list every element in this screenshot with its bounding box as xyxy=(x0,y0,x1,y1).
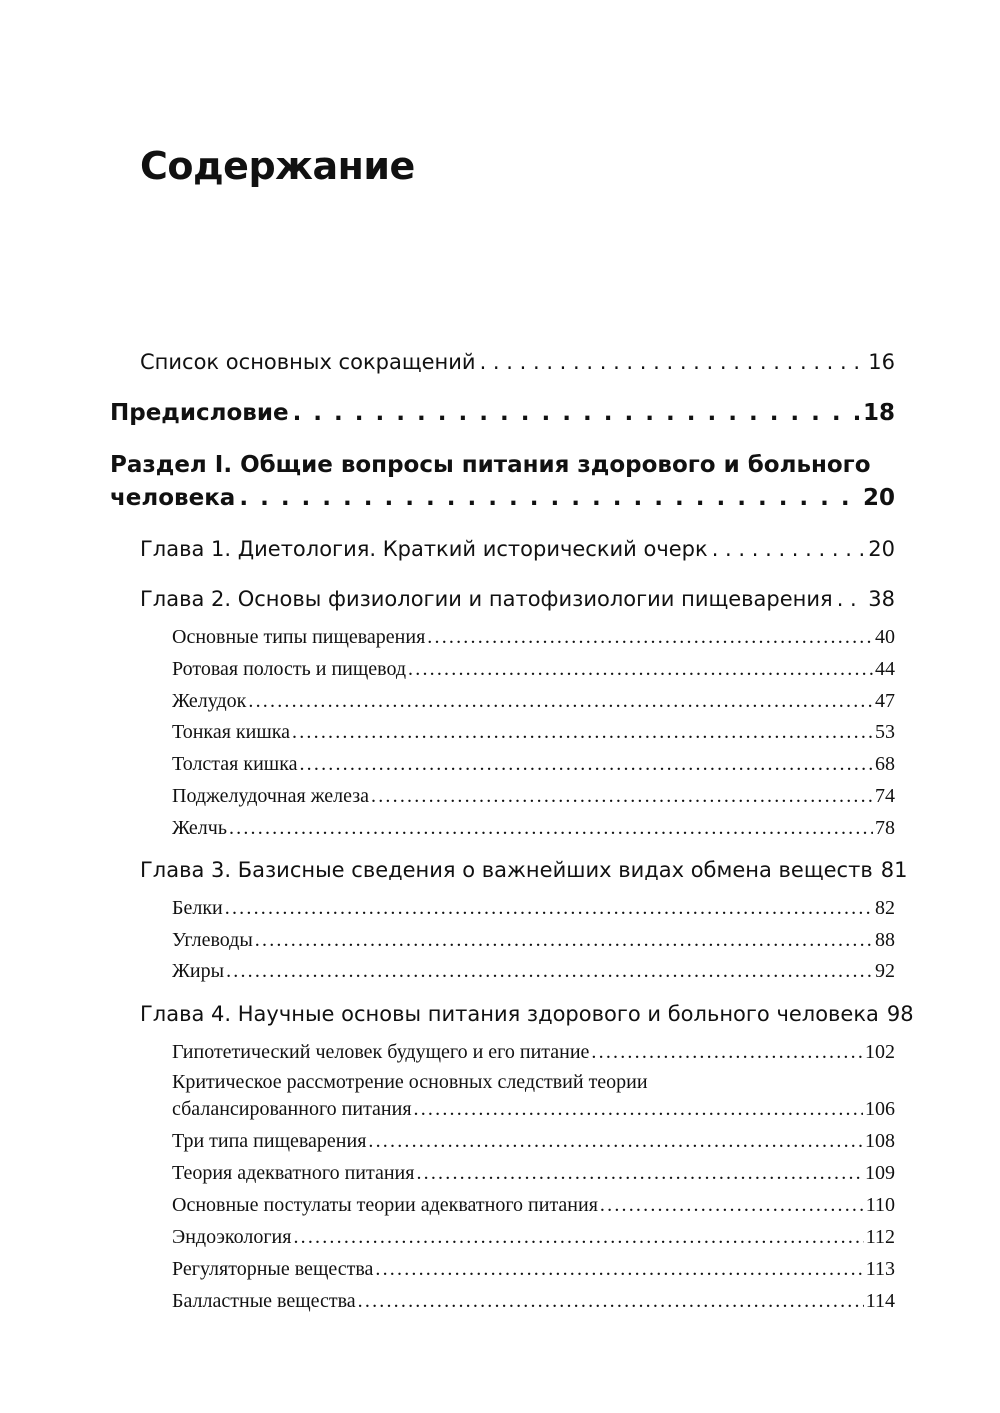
toc-entry-abbreviations[interactable] xyxy=(140,350,895,374)
toc-page-number: 20 xyxy=(868,537,895,561)
toc-page-number: 92 xyxy=(875,960,895,982)
toc-entry-label: человека xyxy=(110,485,236,511)
dot-leader xyxy=(248,690,873,713)
toc-page-number: 108 xyxy=(865,1130,895,1152)
toc-entry-label: Гипотетический человек будущего и его питание xyxy=(172,1041,590,1063)
dot-leader xyxy=(229,817,873,840)
toc-page-number: 98 xyxy=(886,1002,914,1026)
toc-page-number: 47 xyxy=(875,690,895,712)
toc-page-number: 112 xyxy=(865,1226,895,1248)
toc-entry-label: сбалансированного питания xyxy=(172,1098,412,1120)
toc-page-number: 74 xyxy=(875,785,895,807)
dot-leader xyxy=(408,658,873,681)
toc-subentry[interactable] xyxy=(172,1258,895,1281)
dot-leader xyxy=(368,1130,863,1153)
dot-leader xyxy=(427,626,873,649)
toc-subentry-line1[interactable] xyxy=(172,1071,648,1094)
toc-page-number: 109 xyxy=(865,1162,895,1184)
toc-page-number: 16 xyxy=(868,350,895,374)
toc-entry-label: Эндоэкология xyxy=(172,1226,292,1248)
dot-leader xyxy=(480,350,865,374)
dot-leader xyxy=(292,721,873,744)
toc-chapter-3[interactable] xyxy=(140,858,908,882)
toc-page-number: 82 xyxy=(875,897,895,919)
toc-page-number: 78 xyxy=(875,817,895,839)
toc-entry-label: Теория адекватного питания xyxy=(172,1162,415,1184)
toc-page-number: 18 xyxy=(862,400,895,426)
toc-entry-label: Глава 1. Диетология. Краткий исторический очерк xyxy=(140,537,708,561)
toc-entry-label: Поджелудочная железа xyxy=(172,785,370,807)
toc-entry-label: Список основных сокращений xyxy=(140,350,476,374)
dot-leader xyxy=(225,897,873,920)
toc-entry-label: Основные типы пищеварения xyxy=(172,626,426,648)
dot-leader xyxy=(371,785,873,808)
toc-chapter-4[interactable] xyxy=(140,1002,914,1026)
dot-leader xyxy=(600,1194,864,1217)
toc-page-number: 113 xyxy=(865,1258,895,1280)
toc-page-number: 38 xyxy=(868,587,895,611)
toc-subentry[interactable] xyxy=(172,1194,895,1217)
dot-leader xyxy=(712,537,865,561)
toc-page-number: 40 xyxy=(875,626,895,648)
toc-subentry[interactable] xyxy=(172,897,895,920)
toc-entry-label: Критическое рассмотрение основных следствий теории xyxy=(172,1071,648,1093)
toc-subentry[interactable] xyxy=(172,817,895,840)
toc-chapter-1[interactable] xyxy=(140,537,895,561)
toc-entry-preface[interactable] xyxy=(110,400,895,426)
toc-subentry[interactable] xyxy=(172,929,895,952)
toc-page-number: 68 xyxy=(875,753,895,775)
toc-entry-label: Жиры xyxy=(172,960,225,982)
toc-subentry[interactable] xyxy=(172,1226,895,1249)
toc-page-number: 44 xyxy=(875,658,895,680)
toc-entry-label: Белки xyxy=(172,897,223,919)
toc-subentry[interactable] xyxy=(172,626,895,649)
toc-page-number: 20 xyxy=(862,485,895,511)
toc-subentry[interactable] xyxy=(172,690,895,713)
toc-subentry[interactable] xyxy=(172,960,895,983)
toc-page-number: 81 xyxy=(880,858,908,882)
toc-entry-label: Ротовая полость и пищевод xyxy=(172,658,407,680)
page-title: Содержание xyxy=(140,144,415,188)
dot-leader xyxy=(293,1226,863,1249)
toc-entry-label: Глава 2. Основы физиологии и патофизиологии пищеварения xyxy=(140,587,833,611)
dot-leader xyxy=(591,1041,863,1064)
toc-subentry[interactable] xyxy=(172,1162,895,1185)
toc-entry-label: Раздел I. Общие вопросы питания здорового и больного xyxy=(110,452,871,478)
toc-page-number: 53 xyxy=(875,721,895,743)
toc-entry-label: Толстая кишка xyxy=(172,753,298,775)
dot-leader xyxy=(837,587,865,611)
dot-leader xyxy=(239,485,859,511)
toc-entry-label: Тонкая кишка xyxy=(172,721,291,743)
toc-subentry[interactable] xyxy=(172,1098,895,1121)
toc-page-number: 88 xyxy=(875,929,895,951)
dot-leader xyxy=(255,929,873,952)
toc-section-heading-line2[interactable] xyxy=(110,485,895,511)
toc-entry-label: Желудок xyxy=(172,690,247,712)
toc-chapter-2[interactable] xyxy=(140,587,895,611)
toc-section-heading-line1[interactable] xyxy=(110,452,871,478)
dot-leader xyxy=(375,1258,863,1281)
toc-entry-label: Предисловие xyxy=(110,400,289,426)
toc-entry-label: Желчь xyxy=(172,817,227,839)
dot-leader xyxy=(299,753,873,776)
toc-entry-label: Три типа пищеварения xyxy=(172,1130,367,1152)
dot-leader xyxy=(293,400,859,426)
toc-page-number: 114 xyxy=(865,1290,895,1312)
toc-entry-label: Глава 3. Базисные сведения о важнейших видах обмена веществ xyxy=(140,858,873,882)
toc-entry-label: Глава 4. Научные основы питания здорового и больного человека xyxy=(140,1002,879,1026)
toc-subentry[interactable] xyxy=(172,753,895,776)
dot-leader xyxy=(414,1098,863,1121)
toc-subentry[interactable] xyxy=(172,1041,895,1064)
toc-subentry[interactable] xyxy=(172,658,895,681)
toc-subentry[interactable] xyxy=(172,1290,895,1313)
toc-entry-label: Балластные вещества xyxy=(172,1290,356,1312)
dot-leader xyxy=(226,960,873,983)
dot-leader xyxy=(358,1290,864,1313)
toc-entry-label: Регуляторные вещества xyxy=(172,1258,374,1280)
toc-subentry[interactable] xyxy=(172,785,895,808)
toc-entry-label: Углеводы xyxy=(172,929,253,951)
toc-entry-label: Основные постулаты теории адекватного питания xyxy=(172,1194,598,1216)
toc-page-number: 102 xyxy=(865,1041,895,1063)
dot-leader xyxy=(416,1162,863,1185)
toc-page-number: 106 xyxy=(865,1098,895,1120)
toc-subentry[interactable] xyxy=(172,721,895,744)
toc-subentry[interactable] xyxy=(172,1130,895,1153)
toc-page-number: 110 xyxy=(865,1194,895,1216)
